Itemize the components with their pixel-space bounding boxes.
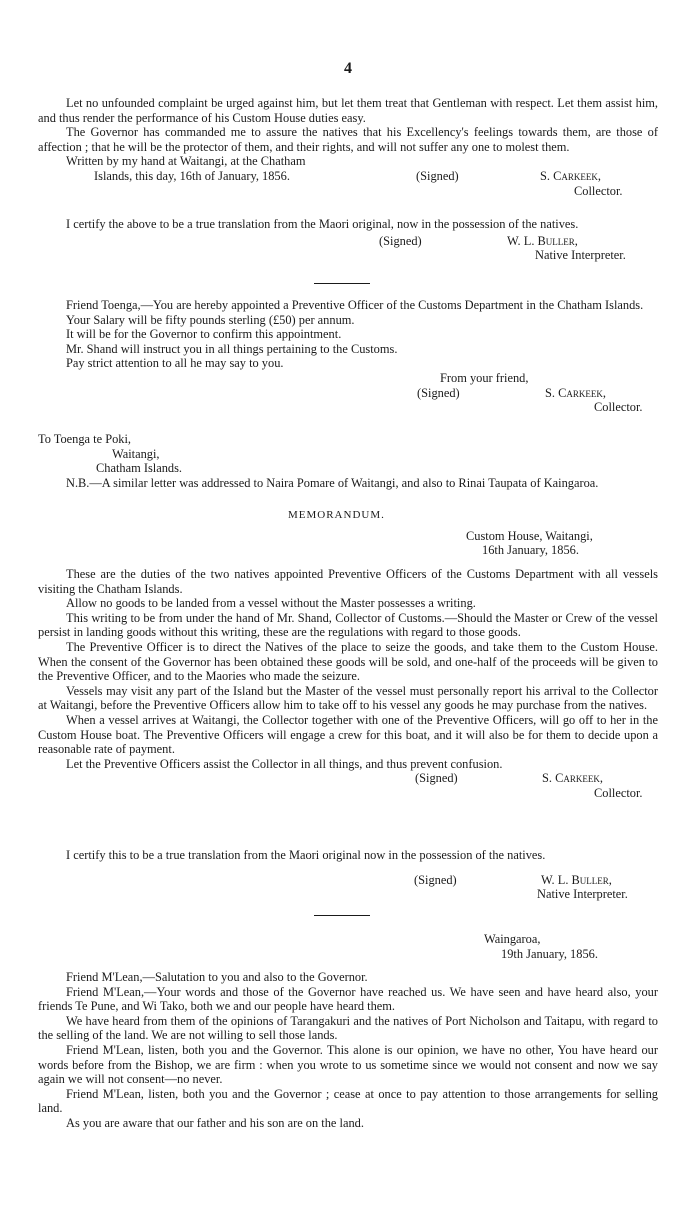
certification-text: I certify the above to be a true translation from the Maori original, now in the possession of the natives. (66, 217, 579, 231)
certification-text: I certify this to be a true translation from the Maori original now in the possession of the natives. (66, 848, 546, 862)
memorandum (38, 508, 658, 558)
paragraph: These are the duties of the two natives appointed Preventive Officers of the Customs Department with all vessels visiting the Chatham Islands. (38, 567, 658, 596)
address-line: Waitangi, (112, 446, 160, 461)
signed-label: (Signed) (379, 233, 422, 248)
paragraph: Friend Toenga,—You are hereby appointed a Preventive Officer of the Customs Department in the Chatham Islands. (66, 298, 644, 312)
signer-name: W. L. Buller, (541, 872, 612, 887)
address-line: To Toenga te Poki, (38, 432, 132, 446)
letter-line: It will be for the Governor to confirm this appointment. (66, 327, 342, 342)
letter-line: Mr. Shand will instruct you in all things pertaining to the Customs. (66, 341, 398, 356)
letter-date: 19th January, 1856. (501, 946, 598, 961)
paragraph: Friend M'Lean,—Salutation to you and also to the Governor. (66, 970, 368, 984)
paragraph: Friend M'Lean, listen, both you and the Governor. This alone is our opinion, we have no other, You have heard our words before from the Bishop, we are firm : when you wrote to us sometime since we would not consent and now we say again we will not consent—no never. (38, 1042, 658, 1087)
letter-waingaroa-body (38, 970, 658, 1131)
page-number: 4 (344, 60, 352, 77)
signer-title: Collector. (594, 785, 643, 800)
paragraph: Let the Preventive Officers assist the Collector in all things, and thus prevent confusion. (66, 756, 503, 771)
paragraph: The Governor has commanded me to assure the natives that his Excellency's feelings towards them, are those of affection ; that he will be the protector of them, and their rights, and will not suffer any one to molest them. (38, 125, 658, 154)
paragraph: Vessels may visit any part of the Island but the Master of the vessel must personally report his arrival to the Collector at Waitangi, before the Preventive Officers allow him to take off to his vessel any goods he may purchase from the natives. (38, 683, 658, 713)
signer-name: W. L. Buller, (507, 233, 578, 248)
closing: From your friend, (440, 370, 529, 385)
signer-title: Native Interpreter. (537, 887, 628, 902)
signer-title: Native Interpreter. (535, 248, 626, 263)
paragraph: The Preventive Officer is to direct the Natives of the place to seize the goods, and take them to the Custom House. When the consent of the Governor has been obtained these goods will be sold, and one-half of the proceeds will be given to the Preventive Officer, and to the Maories who made the seizure. (38, 639, 658, 684)
paragraph: As you are aware that our father and his son are on the land. (66, 1115, 364, 1130)
signed-label: (Signed) (416, 168, 459, 183)
separator-rule (314, 915, 370, 916)
separator-rule (314, 283, 370, 284)
memo-body (38, 567, 658, 801)
certification-2 (38, 848, 658, 902)
memo-date: 16th January, 1856. (482, 543, 579, 558)
paragraph: Let no unfounded complaint be urged against him, but let them treat that Gentleman with respect. Let them assist him, and thus render the performance of his Custom House duties easy. (38, 96, 658, 125)
address-line: Chatham Islands. (96, 461, 183, 476)
letter-waingaroa-header (38, 932, 658, 961)
paragraph: Friend M'Lean, listen, both you and the Governor ; cease at once to pay attention to those arrangements for selling land. (38, 1086, 658, 1116)
signer-title: Collector. (594, 400, 643, 415)
nb-note: N.B.—A similar letter was addressed to Naira Pomare of Waitangi, and also to Rinai Taupata of Kaingaroa. (66, 475, 599, 490)
signer-name: S. Carkeek, (545, 385, 606, 400)
signer-name: S. Carkeek, (542, 771, 603, 786)
paragraph: This writing to be from under the hand of Mr. Shand, Collector of Customs.—Should the Master or Crew of the vessel persist in landing goods without this writing, these are the regulations with regard to those goods. (38, 610, 658, 640)
written-line: Islands, this day, 16th of January, 1856. (Signed) S. Carkeek, (94, 168, 601, 183)
written-line: Written by my hand at Waitangi, at the Chatham (66, 154, 306, 169)
paragraph: We have heard from them of the opinions of Tarangakuri and the natives of Port Nicholson and Taitapu, with regard to the selling of the land. We are not willing to sell those lands. (38, 1013, 658, 1043)
paragraph: Allow no goods to be landed from a vessel without the Master possesses a writing. (66, 596, 476, 611)
paragraph: When a vessel arrives at Waitangi, the Collector together with one of the Preventive Officers, will go off to her in the Custom House boat. The Preventive Officers will engage a crew for this boat, and it will also be for them to decide upon a reasonable rate of payment. (38, 712, 658, 757)
letter-toenga-address (38, 432, 658, 490)
paragraph: Friend M'Lean,—Your words and those of the Governor have reached us. We have seen and have heard also, your friends Te Pune, and Wi Tako, both we and our people have heard them. (38, 984, 658, 1014)
signer-name: S. Carkeek, (540, 168, 601, 183)
memo-place: Custom House, Waitangi, (466, 528, 593, 543)
letter-line: Pay strict attention to all he may say to you. (66, 356, 284, 371)
letter-place: Waingaroa, (484, 932, 541, 946)
certification-1 (38, 217, 658, 263)
letter-toenga (38, 298, 658, 415)
letter-line: Your Salary will be fifty pounds sterling (£50) per annum. (66, 312, 355, 327)
memo-heading: MEMORANDUM. (288, 509, 385, 521)
letter-carkeek-body (38, 96, 658, 198)
signed-label: (Signed) (415, 771, 458, 786)
signer-title-row: Collector. (574, 183, 623, 198)
signed-label: (Signed) (414, 872, 457, 887)
signed-label: (Signed) (417, 385, 460, 400)
